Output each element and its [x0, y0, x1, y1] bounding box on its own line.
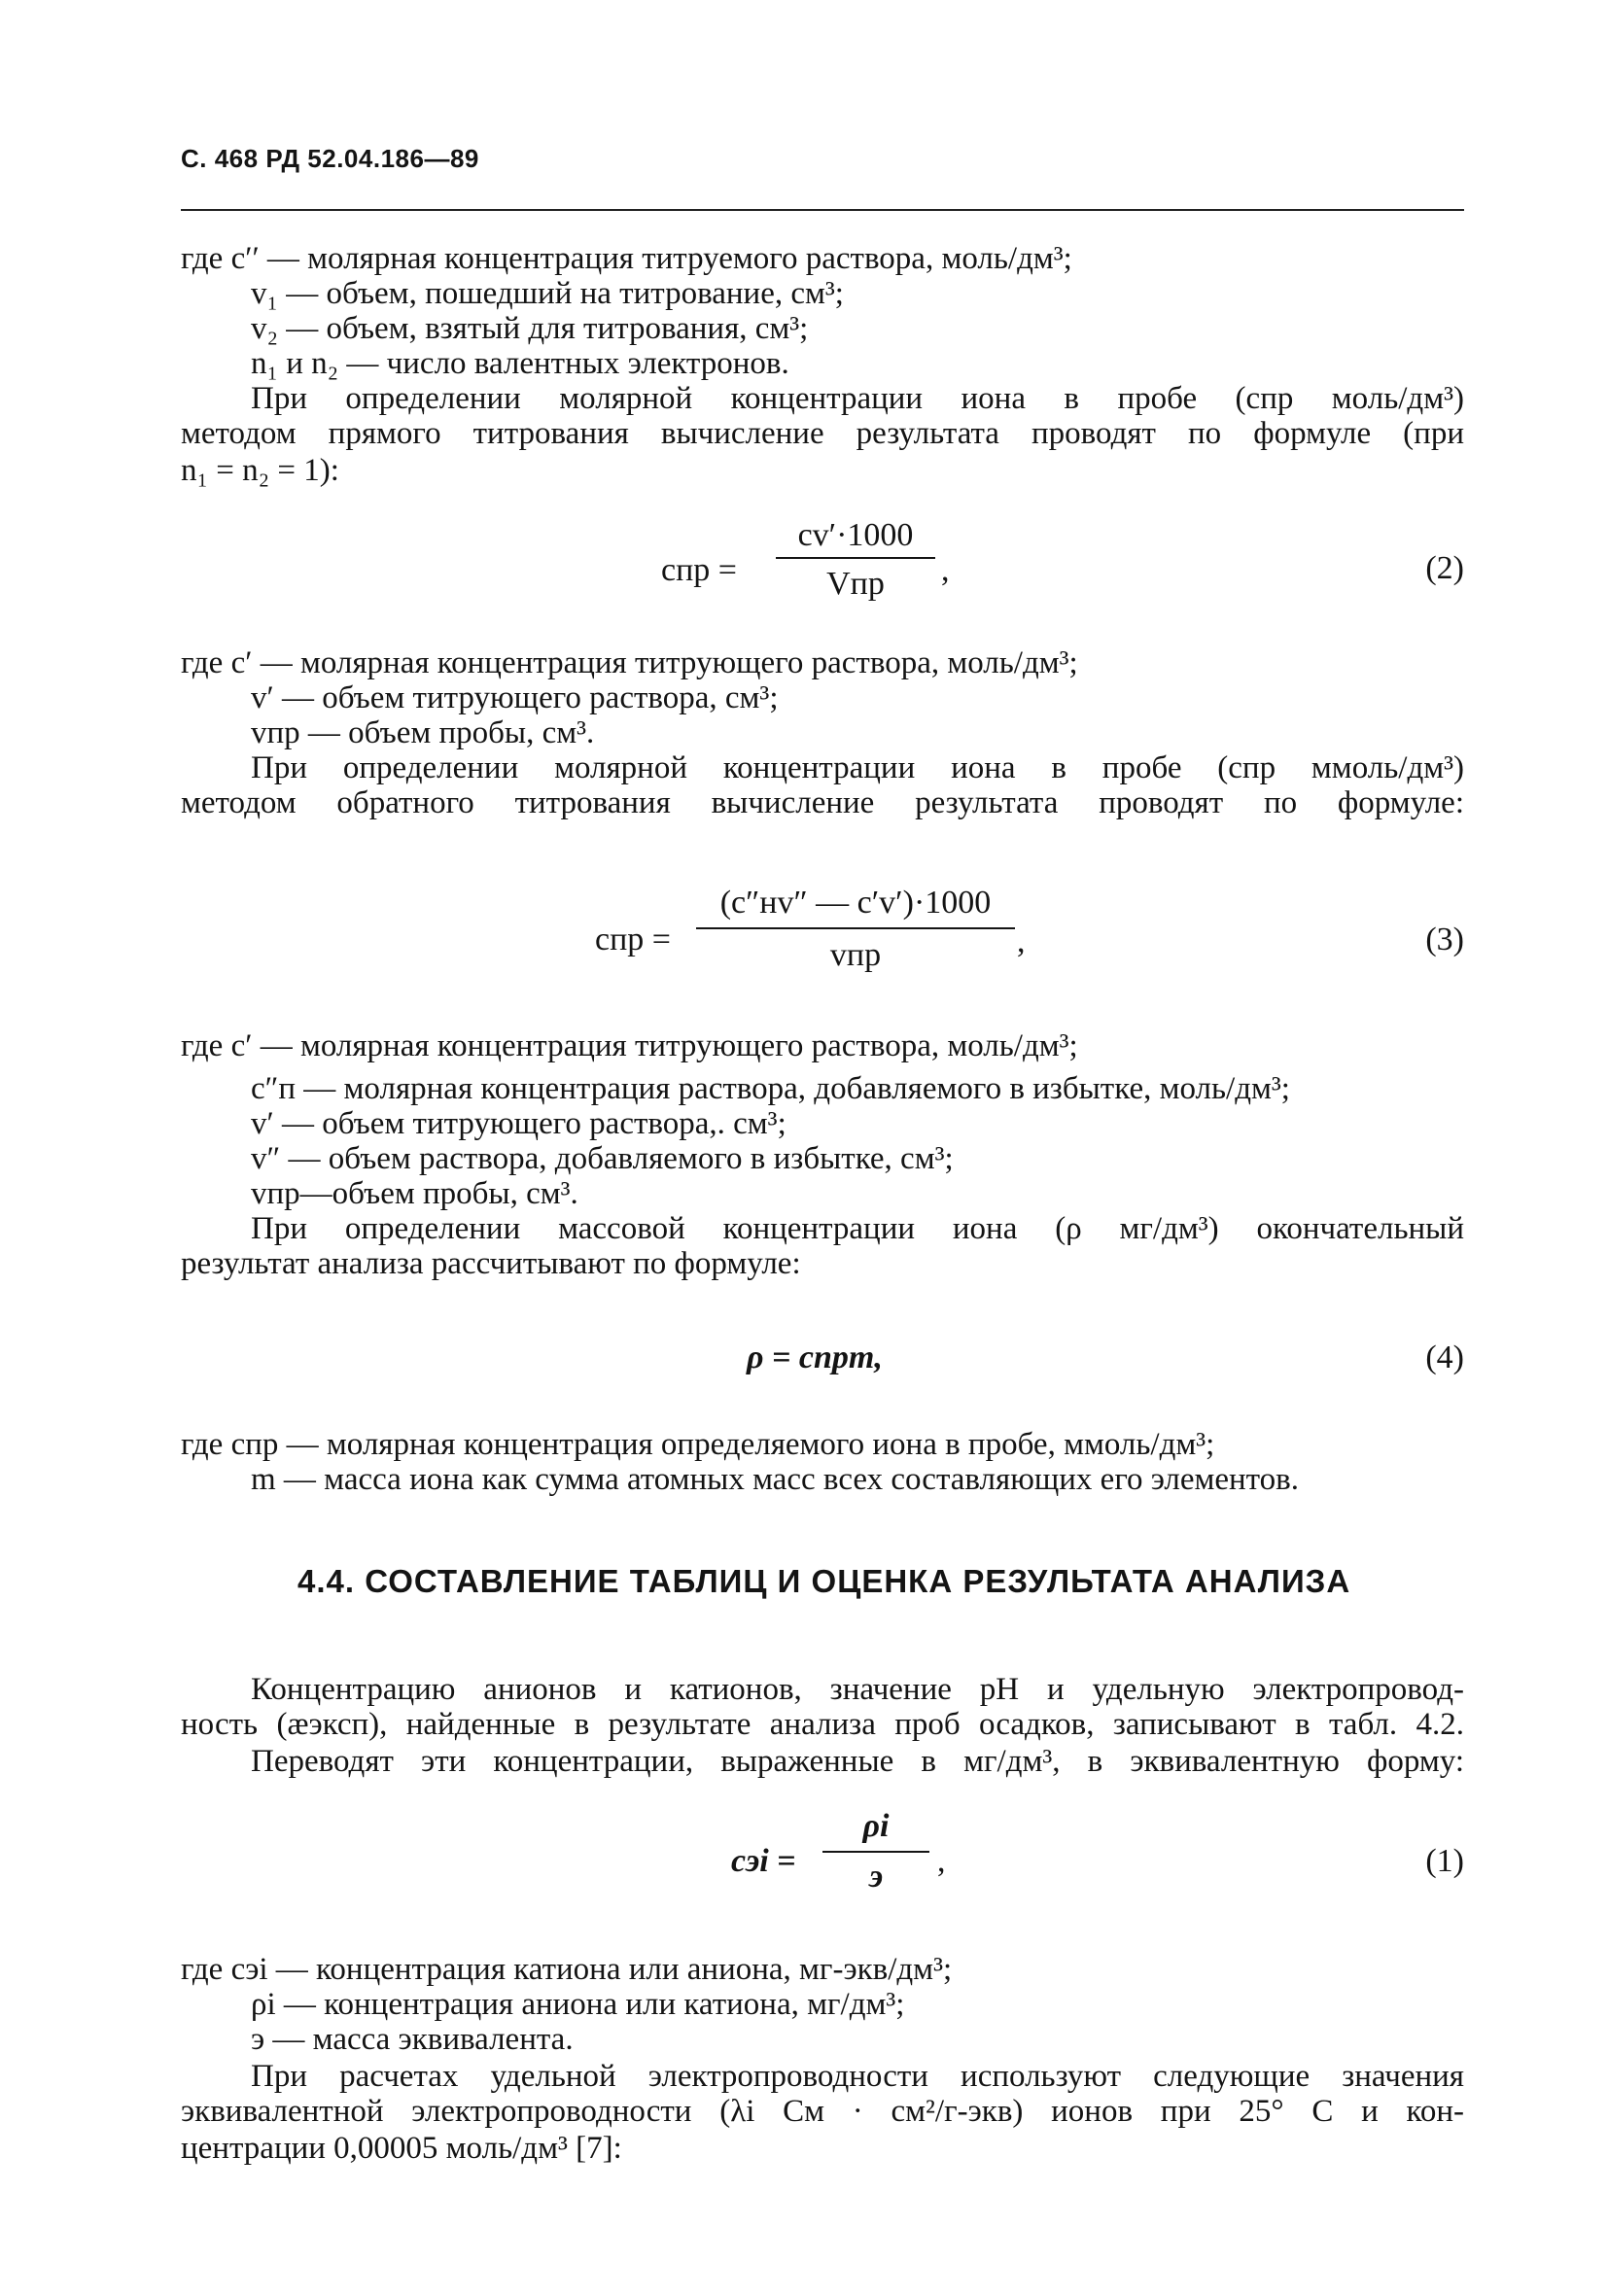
formula-3-number: (3)	[1425, 922, 1464, 957]
text-line: где c′ — молярная концентрация титрующего раствора, моль/дм³;	[181, 1028, 1078, 1063]
section-heading: 4.4. СОСТАВЛЕНИЕ ТАБЛИЦ И ОЦЕНКА РЕЗУЛЬТАТА АНАЛИЗА	[297, 1563, 1351, 1599]
formula-1-denominator: э	[868, 1859, 884, 1895]
text-line: v₁ — объем, пошедший на титрование, см³;	[251, 276, 844, 311]
formula-1-numerator: ρi	[862, 1808, 890, 1844]
formula-1-lhs: cэi =	[731, 1843, 796, 1879]
formula-1-number: (1)	[1425, 1843, 1464, 1879]
formula-3-denominator: vпр	[829, 937, 882, 973]
paragraph-line: Концентрацию анионов и катионов, значение pH и удельную электропровод-	[251, 1672, 1464, 1707]
text-line: результат анализа рассчитывают по формуле:	[181, 1246, 801, 1281]
fraction-bar	[776, 557, 935, 559]
paragraph-line: Переводят эти концентрации, выраженные в мг/дм³, в эквивалентную форму:	[251, 1744, 1464, 1779]
text-line: э — масса эквивалента.	[251, 2022, 574, 2057]
formula-2-number: (2)	[1425, 550, 1464, 586]
text-line: n₁ и n₂ — число валентных электронов.	[251, 346, 789, 381]
text-line: m — масса иона как сумма атомных масс всех составляющих его элементов.	[251, 1462, 1299, 1497]
formula-2-numerator: cv′·1000	[797, 517, 914, 553]
text-line: v″ — объем раствора, добавляемого в избытке, см³;	[251, 1141, 954, 1176]
paragraph-line: ность (æэксп), найденные в результате анализа проб осадков, записывают в табл. 4.2.	[181, 1707, 1464, 1742]
paragraph-line: методом прямого титрования вычисление результата проводят по формуле (при	[181, 416, 1464, 451]
paragraph-line: При определении массовой концентрации иона (ρ мг/дм³) окончательный	[251, 1211, 1464, 1246]
text-line: v′ — объем титрующего раствора, см³;	[251, 680, 779, 715]
header-rule	[181, 209, 1464, 211]
formula-3-comma: ,	[1017, 923, 1026, 959]
text-line: v₂ — объем, взятый для титрования, см³;	[251, 311, 809, 346]
text-line: ρi — концентрация аниона или катиона, мг/дм³;	[251, 1987, 905, 2022]
formula-1-comma: ,	[937, 1843, 946, 1879]
text-line: где c′ — молярная концентрация титрующего раствора, моль/дм³;	[181, 645, 1078, 680]
paragraph-line: методом обратного титрования вычисление результата проводят по формуле:	[181, 785, 1464, 820]
text-line: c″п — молярная концентрация раствора, добавляемого в избытке, моль/дм³;	[251, 1071, 1290, 1106]
formula-2-lhs: cпр =	[661, 552, 737, 588]
paragraph-line: При определении молярной концентрации иона в пробе (cпр моль/дм³)	[251, 381, 1464, 416]
text-line: где cэi — концентрация катиона или аниона, мг-экв/дм³;	[181, 1952, 953, 1987]
text-line: v′ — объем титрующего раствора,. см³;	[251, 1106, 787, 1141]
text-line: n₁ = n₂ = 1):	[181, 453, 339, 488]
formula-2-denominator: Vпр	[826, 566, 885, 602]
formula-2-comma: ,	[941, 552, 950, 588]
page-header: С. 468 РД 52.04.186—89	[181, 144, 479, 173]
paragraph-line: При определении молярной концентрации иона в пробе (cпр ммоль/дм³)	[251, 750, 1464, 785]
formula-4-number: (4)	[1425, 1339, 1464, 1375]
fraction-bar	[696, 927, 1015, 929]
paragraph-line: При расчетах удельной электропроводности используют следующие значения	[251, 2059, 1464, 2094]
text-line: где cпр — молярная концентрация определяемого иона в пробе, ммоль/дм³;	[181, 1427, 1215, 1462]
fraction-bar	[822, 1851, 929, 1853]
text-line: vпр—объем пробы, см³.	[251, 1176, 578, 1211]
formula-3-lhs: cпр =	[595, 922, 671, 957]
text-line: vпр — объем пробы, см³.	[251, 715, 595, 750]
text-line: центрации 0,00005 моль/дм³ [7]:	[181, 2131, 622, 2166]
text-line: где c′′ — молярная концентрация титруемого раствора, моль/дм³;	[181, 241, 1072, 276]
formula-4: ρ = cпрm,	[747, 1339, 883, 1375]
paragraph-line: эквивалентной электропроводности (λi См · см²/г-экв) ионов при 25° С и кон-	[181, 2094, 1464, 2129]
formula-3-numerator: (c″нv″ — c′v′)·1000	[719, 885, 992, 921]
